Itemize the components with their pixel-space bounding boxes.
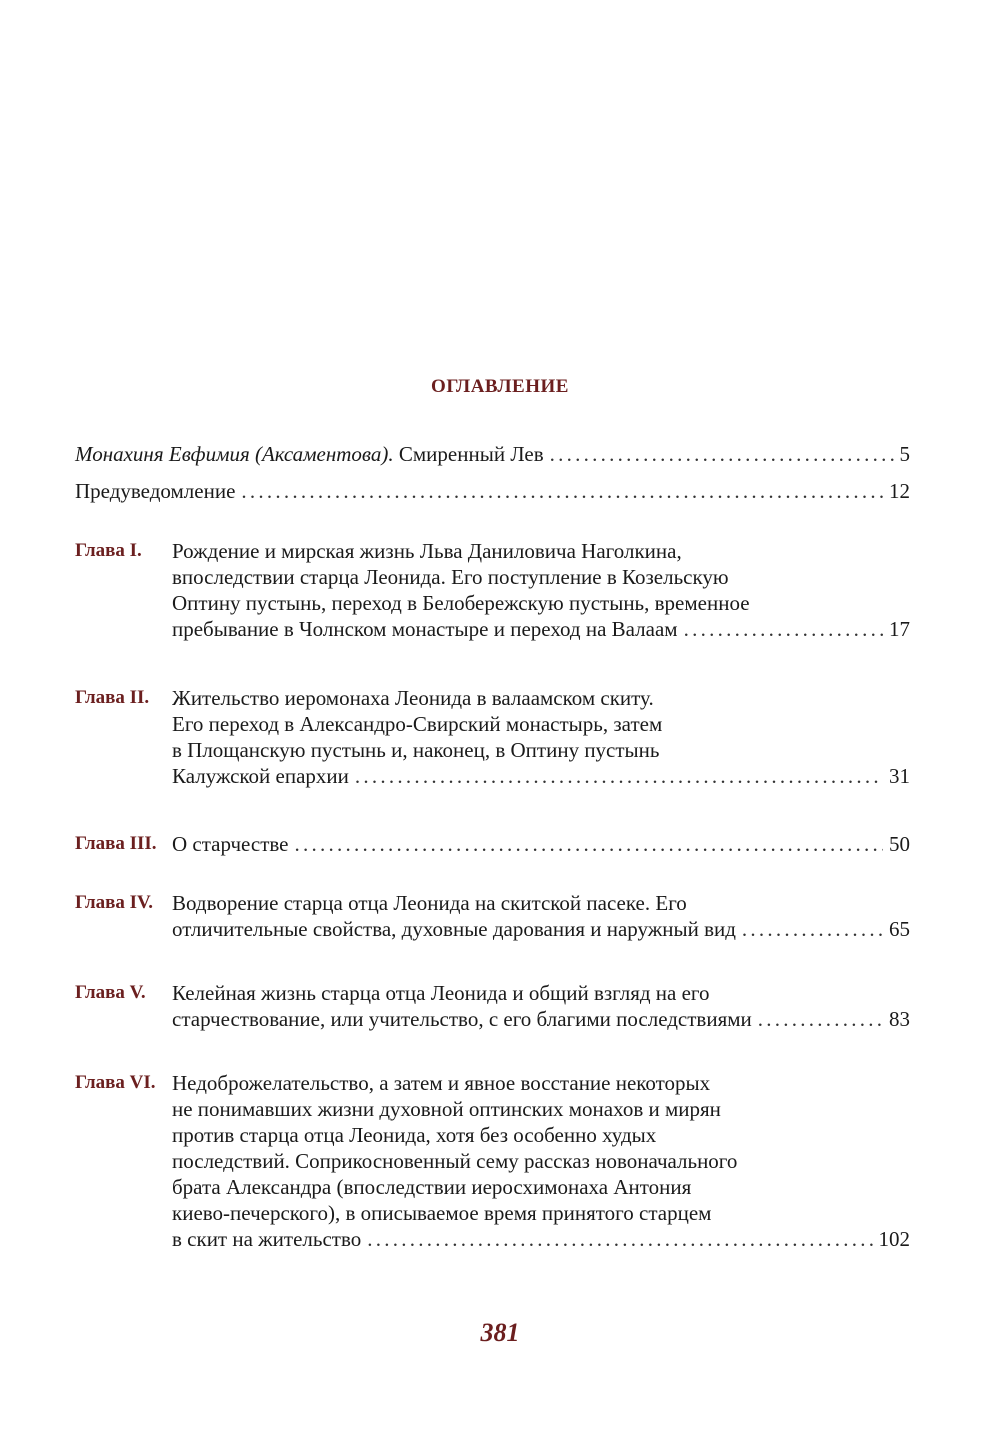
entry-page: 102 <box>878 1227 910 1251</box>
leader-dots <box>550 441 894 467</box>
chapter-line: Калужской епархии <box>172 764 349 788</box>
page-title: ОГЛАВЛЕНИЕ <box>431 376 569 397</box>
entry-page: 12 <box>889 479 910 503</box>
leader-dots <box>684 616 883 642</box>
chapter-label: Глава III. <box>75 833 157 854</box>
chapter-line: Келейная жизнь старца отца Леонида и общий взгляд на его <box>172 981 710 1005</box>
leader-dots <box>367 1226 872 1252</box>
chapter-label: Глава II. <box>75 687 150 708</box>
chapter-line: Недоброжелательство, а затем и явное восстание некоторых <box>172 1071 711 1095</box>
chapter-line: пребывание в Чолнском монастыре и переход на Валаам <box>172 617 678 641</box>
chapter-line: Жительство иеромонаха Леонида в валаамском скиту. <box>172 686 654 710</box>
leader-dots <box>742 916 883 942</box>
leader-dots <box>355 763 883 789</box>
chapter-line: не понимавших жизни духовной оптинских монахов и мирян <box>172 1097 721 1121</box>
toc-entry-preface[interactable] <box>75 478 910 504</box>
chapter-line: брата Александра (впоследствии иеросхимонаха Антония <box>172 1175 692 1199</box>
entry-page: 31 <box>889 764 910 788</box>
chapter-line: старчествование, или учительство, с его благими последствиями <box>172 1007 752 1031</box>
chapter-line: последствий. Соприкосновенный сему рассказ новоначального <box>172 1149 738 1173</box>
chapter-line: киево-печерского), в описываемое время принятого старцем <box>172 1201 712 1225</box>
leader-dots <box>294 831 883 857</box>
entry-page: 65 <box>889 917 910 941</box>
leader-dots <box>241 478 883 504</box>
chapter-line: О старчестве <box>172 832 289 856</box>
chapter-line: отличительные свойства, духовные дарования и наружный вид <box>172 917 736 941</box>
entry-author: Монахиня Евфимия (Аксаментова). <box>75 442 394 466</box>
chapter-line: в Площанскую пустынь и, наконец, в Оптину пустынь <box>172 738 660 762</box>
chapter-line: Рождение и мирская жизнь Льва Даниловича Наголкина, <box>172 539 682 563</box>
chapter-line: против старца отца Леонида, хотя без особенно худых <box>172 1123 657 1147</box>
chapter-label: Глава V. <box>75 982 146 1003</box>
chapter-label: Глава IV. <box>75 892 154 913</box>
chapter-line: Оптину пустынь, переход в Белобережскую пустынь, временное <box>172 591 750 615</box>
entry-page: 17 <box>889 617 910 641</box>
toc-entry-foreword[interactable] <box>75 441 910 467</box>
entry-page: 50 <box>889 832 910 856</box>
entry-page: 83 <box>889 1007 910 1031</box>
entry-title: Смиренный Лев <box>393 442 544 466</box>
page-number: 381 <box>480 1318 520 1347</box>
chapter-label: Глава VI. <box>75 1072 156 1093</box>
chapter-label: Глава I. <box>75 540 142 561</box>
chapter-line: в скит на жительство <box>172 1227 362 1251</box>
entry-page: 5 <box>899 442 910 466</box>
entry-title: Предуведомление <box>75 479 236 503</box>
chapter-line: Его переход в Александро-Свирский монастырь, затем <box>172 712 663 736</box>
leader-dots <box>758 1006 883 1032</box>
chapter-line: Водворение старца отца Леонида на скитской пасеке. Его <box>172 891 687 915</box>
chapter-line: впоследствии старца Леонида. Его поступление в Козельскую <box>172 565 729 589</box>
